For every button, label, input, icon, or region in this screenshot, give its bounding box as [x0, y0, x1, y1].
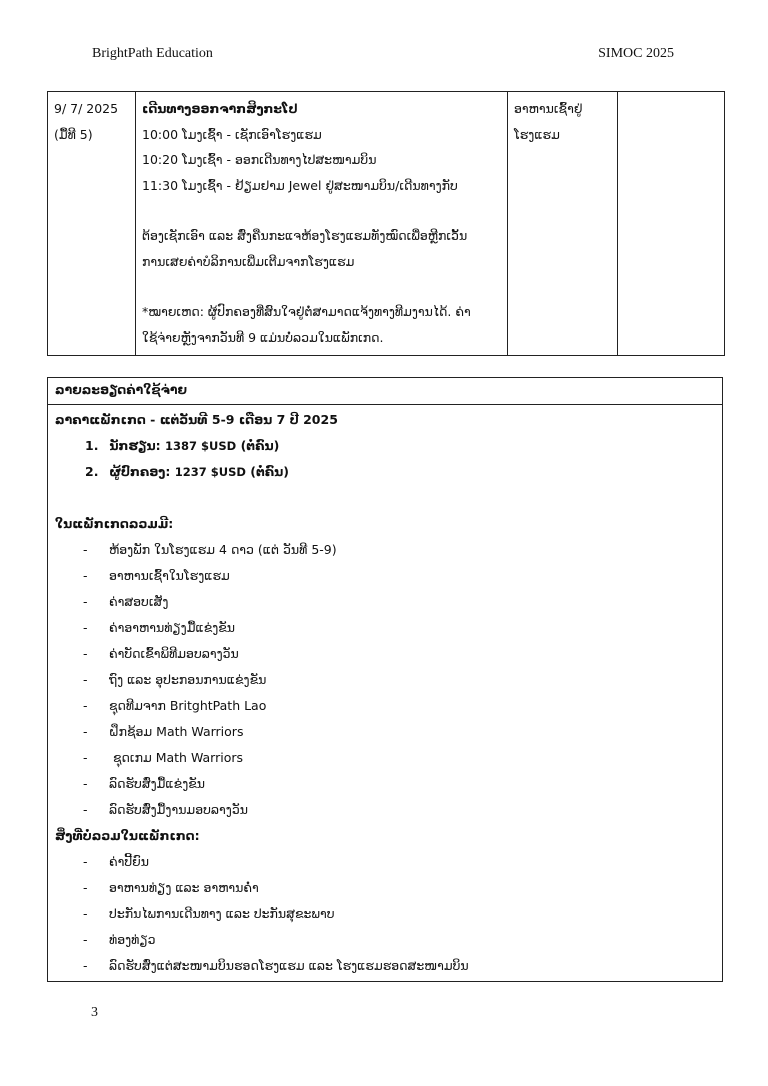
- list-item: - ລົດຮັບສົ່ງມື້ງານມອບລາງວັນ: [83, 802, 248, 817]
- price-heading: ລາຄາແພັກເກດ - ແຕ່ວັນທີ 5-9 ເດືອນ 7 ປີ 2025: [55, 412, 338, 427]
- included-item: ລົດຮັບສົ່ງມື້ງານມອບລາງວັນ: [109, 802, 248, 817]
- included-item: ຄ່າສອບເສັງ: [109, 594, 169, 609]
- list-item: - ຄ່າອາຫານທ່ຽງມື້ແຂ່ງຂັນ: [83, 620, 236, 635]
- included-item: ຄ່າບັດເຂົ້າພິທີມອບລາງວັນ: [109, 646, 239, 661]
- excluded-item: ອາຫານທ່ຽງ ແລະ ອາຫານຄ່ຳ: [109, 880, 259, 895]
- list-item: - ຫ້ອງພັກ ໃນໂຮງແຮມ 4 ດາວ (ແຕ່ ວັນທີ 5-9): [83, 542, 337, 557]
- list-item: [55, 433, 715, 459]
- table-row: [48, 92, 725, 356]
- item-number: 2.: [85, 464, 99, 479]
- price-unit: (ຕໍ່ຄົນ): [250, 464, 290, 479]
- list-item: - ປະກັນໄພການເດີນທາງ ແລະ ປະກັນສຸຂະພາບ: [83, 906, 335, 921]
- note-text: [618, 92, 724, 96]
- schedule-item: 10:00 ໂມງເຊົ້າ - ເຊັກເອົາໂຮງແຮມ: [142, 126, 322, 142]
- included-item: ຖົງ ແລະ ອຸປະກອນການແຂ່ງຂັນ: [109, 672, 267, 687]
- checkout-note: ຕ້ອງເຊັກເອົາ ແລະ ສົ່ງຄືນກະແຈຫ້ອງໂຮງແຮມທັງໝົດເພື່ອຫຼີກເວັ້ນ: [142, 228, 468, 243]
- list-item: - ຄ່າສອບເສັງ: [83, 594, 169, 609]
- price-amount: 1387 $USD: [165, 439, 237, 453]
- date-text: 9/ 7/ 2025: [54, 101, 119, 116]
- price-label: ຜູ້ປົກຄອງ:: [109, 464, 171, 479]
- list-item: - ອາຫານທ່ຽງ ແລະ ອາຫານຄ່ຳ: [83, 880, 259, 895]
- meal-text: ອາຫານເຊົ້າຢູ່: [514, 101, 583, 116]
- list-item: - ລົດຮັບສົ່ງມື້ແຂ່ງຂັນ: [83, 776, 206, 791]
- list-item: - ຊຸດເກມ Math Warriors: [83, 750, 243, 765]
- list-item: [55, 459, 715, 485]
- included-heading: ໃນແພັກເກດລວມມີ:: [55, 516, 174, 531]
- note-cell: [618, 92, 725, 356]
- list-item: - ທ່ອງທ່ຽວ: [83, 932, 156, 947]
- excluded-item: ທ່ອງທ່ຽວ: [109, 932, 156, 947]
- checkout-note: ການເສຍຄ່າບໍລິການເພີ່ມເຕີມຈາກໂຮງແຮມ: [142, 253, 355, 269]
- excluded-item: ປະກັນໄພການເດີນທາງ ແລະ ປະກັນສຸຂະພາບ: [109, 906, 335, 921]
- included-item: ຊຸດທີມຈາກ BritghtPath Lao: [109, 698, 267, 713]
- included-item: ຊຸດເກມ Math Warriors: [109, 750, 243, 765]
- activity-title: ເດີນທາງອອກຈາກສິງກະໂປ: [142, 101, 298, 116]
- price-unit: (ຕໍ່ຄົນ): [240, 438, 280, 453]
- list-item: - ຊຸດທີມຈາກ BritghtPath Lao: [83, 698, 267, 713]
- item-number: 1.: [85, 438, 99, 453]
- excluded-item: ຄ່າປີ້ຍົນ: [109, 854, 149, 869]
- header-event: SIMOC 2025: [598, 46, 674, 61]
- day-text: (ມື້ທີ 5): [54, 126, 93, 142]
- included-item: ອາຫານເຊົ້າໃນໂຮງແຮມ: [109, 568, 230, 583]
- list-item: - ຄ່າປີ້ຍົນ: [83, 854, 149, 869]
- header-org: BrightPath Education: [92, 46, 213, 61]
- included-item: ຄ່າອາຫານທ່ຽງມື້ແຂ່ງຂັນ: [109, 620, 236, 635]
- schedule-item: 11:30 ໂມງເຊົ້າ - ຢ້ຽມຢາມ Jewel ຢູ່ສະໜາມບິນ/ເດີນທາງກັບ: [142, 177, 458, 193]
- meal-cell: [508, 92, 618, 356]
- price-label: ນັກຮຽນ:: [109, 438, 161, 453]
- remark-note: *ໝາຍເຫດ: ຜູ້ປົກຄອງທີ່ສົນໃຈຢູ່ຕໍ່ສາມາດແຈ້ງທາງທີມງານໄດ້. ຄ່າ: [142, 304, 471, 319]
- activity-cell: [136, 92, 508, 356]
- cost-details-title: ລາຍລະອຽດຄ່າໃຊ້ຈ່າຍ: [48, 378, 722, 405]
- excluded-heading: ສິ່ງທີ່ບໍ່ລວມໃນແພັກເກດ:: [55, 828, 200, 843]
- schedule-item: 10:20 ໂມງເຊົ້າ - ອອກເດີນທາງໄປສະໜາມບິນ: [142, 152, 377, 167]
- list-item: - ຝຶກຊ້ອມ Math Warriors: [83, 724, 244, 739]
- included-item: ຫ້ອງພັກ ໃນໂຮງແຮມ 4 ດາວ (ແຕ່ ວັນທີ 5-9): [109, 542, 337, 557]
- date-cell: [48, 92, 136, 356]
- itinerary-table: [47, 91, 725, 356]
- meal-text: ໂຮງແຮມ: [514, 126, 560, 142]
- list-item: - ຄ່າບັດເຂົ້າພິທີມອບລາງວັນ: [83, 646, 239, 661]
- included-item: ລົດຮັບສົ່ງມື້ແຂ່ງຂັນ: [109, 776, 206, 791]
- remark-note: ໃຊ້ຈ່າຍຫຼັງຈາກວັນທີ 9 ແມ່ນບໍ່ລວມໃນແພັກເກດ.: [142, 329, 384, 345]
- excluded-item: ລົດຮັບສົ່ງແຕ່ສະໜາມບິນຮອດໂຮງແຮມ ແລະ ໂຮງແຮມຮອດສະໜາມບິນ: [109, 958, 469, 973]
- list-item: - ອາຫານເຊົ້າໃນໂຮງແຮມ: [83, 568, 230, 583]
- list-item: - ລົດຮັບສົ່ງແຕ່ສະໜາມບິນຮອດໂຮງແຮມ ແລະ ໂຮງແຮມຮອດສະໜາມບິນ: [83, 958, 469, 973]
- page-number: 3: [91, 1005, 98, 1020]
- cost-details-box: [47, 377, 723, 982]
- price-amount: 1237 $USD: [174, 465, 246, 479]
- list-item: - ຖົງ ແລະ ອຸປະກອນການແຂ່ງຂັນ: [83, 672, 267, 687]
- included-item: ຝຶກຊ້ອມ Math Warriors: [109, 724, 244, 739]
